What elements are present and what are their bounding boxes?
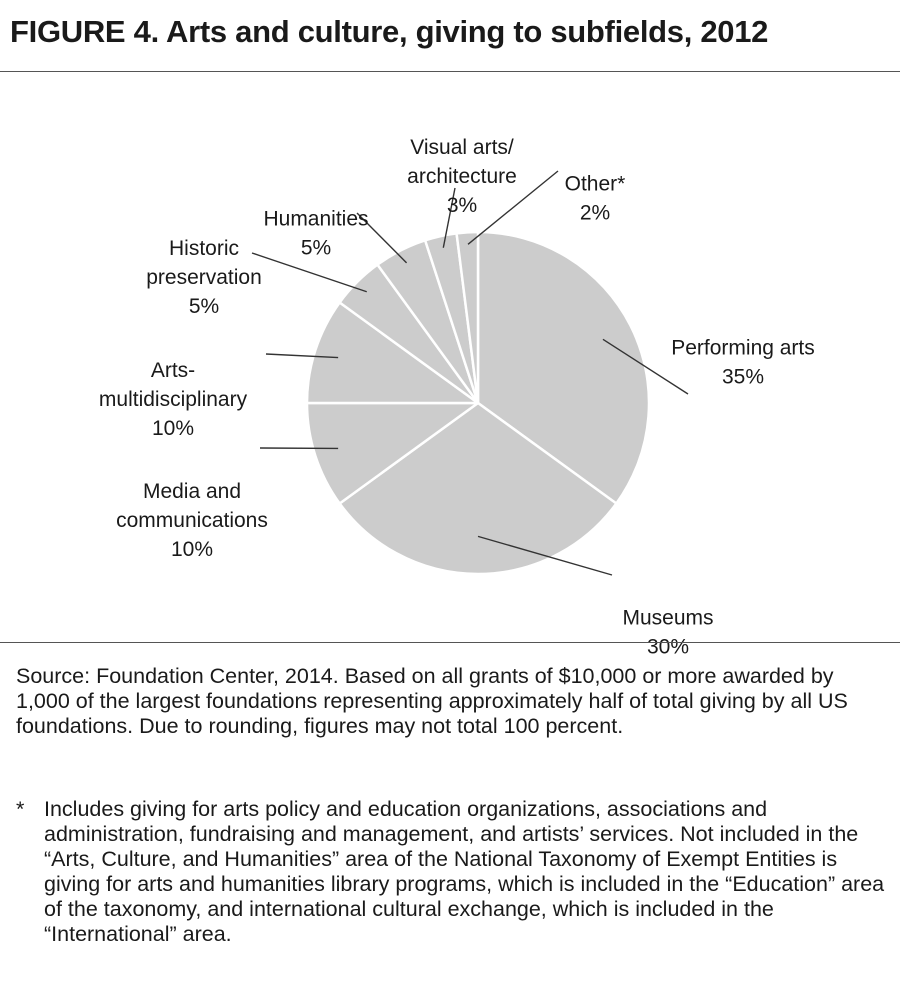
slice-label-line-other: Other* xyxy=(564,172,626,196)
source-note: Source: Foundation Center, 2014. Based on all grants of $10,000 or more awarded by 1,000 of the largest foundations representing approximately half of total giving by all US foundations. Due to rounding, figures may not total 100 percent. xyxy=(16,664,848,738)
bottom-divider xyxy=(0,642,900,643)
slice-label-line-museums: Museums xyxy=(622,606,714,630)
slice-label-line-performing-arts: Performing arts xyxy=(671,336,815,360)
slice-label-line-arts-multidisciplinary: Arts- xyxy=(150,359,196,382)
slice-label-line-humanities: Humanities xyxy=(263,207,369,231)
slice-value-visual-arts-architecture: 3% xyxy=(446,194,478,217)
footnote-text: Includes giving for arts policy and education organizations, associations and administration, fundraising and management, and artists’ services. Not included in the “Arts, Culture, and Humanities” area of the National Taxonomy of Exempt Entities is giving for arts and humanities library programs, which is included in the “Education” area of the taxonomy, and international cultural exchange, which is included in the “International” area. xyxy=(44,797,885,946)
slice-value-other: 2% xyxy=(579,201,611,225)
footnote xyxy=(16,797,886,947)
figure-title: FIGURE 4. Arts and culture, giving to subfields, 2012 xyxy=(10,14,769,49)
slice-value-arts-multidisciplinary: 10% xyxy=(151,417,195,440)
footnote-mark: * xyxy=(16,797,25,821)
slice-label-humanities xyxy=(263,208,368,260)
pie-chart xyxy=(0,72,900,659)
slice-label-line-historic-preservation: Historic xyxy=(168,237,240,260)
slice-label-other xyxy=(565,173,626,225)
slice-label-line-historic-preservation: preservation xyxy=(146,266,262,289)
slice-label-line-media-and-communications: Media and xyxy=(142,480,242,503)
slice-value-performing-arts: 35% xyxy=(721,365,765,389)
slice-label-performing-arts xyxy=(671,337,815,389)
slice-label-line-media-and-communications: communications xyxy=(116,509,268,532)
slice-value-humanities: 5% xyxy=(300,236,332,260)
slice-label-media-and-communications xyxy=(116,480,268,561)
slice-label-line-arts-multidisciplinary: multidisciplinary xyxy=(98,388,248,411)
slice-value-media-and-communications: 10% xyxy=(170,538,214,561)
slice-label-arts-multidisciplinary xyxy=(99,359,248,440)
slice-label-line-visual-arts-architecture: Visual arts/ xyxy=(410,136,514,159)
slice-value-museums: 30% xyxy=(646,635,690,659)
slice-label-historic-preservation xyxy=(146,237,262,318)
slice-label-line-visual-arts-architecture: architecture xyxy=(407,165,517,188)
slice-label-museums xyxy=(622,607,713,659)
slice-value-historic-preservation: 5% xyxy=(188,295,220,318)
slice-label-visual-arts-architecture xyxy=(407,136,517,217)
